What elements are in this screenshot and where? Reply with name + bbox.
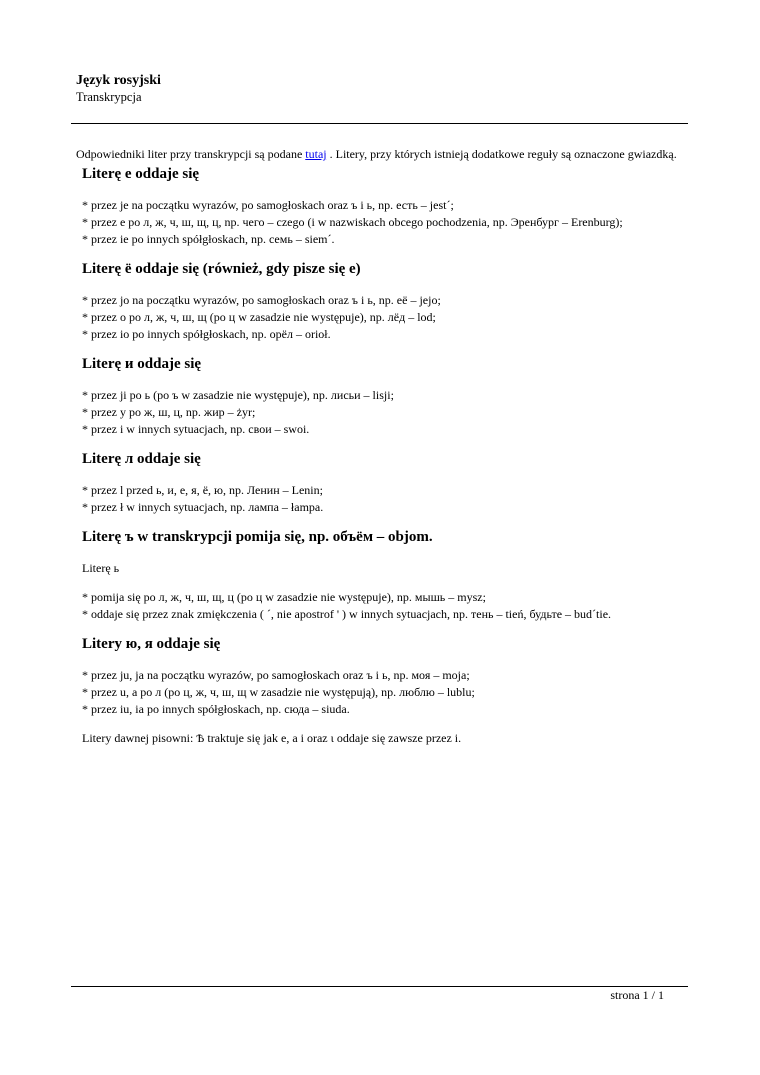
rule-list-i bbox=[82, 387, 688, 438]
document-body bbox=[76, 146, 688, 759]
document-subtitle: Transkrypcja bbox=[76, 90, 142, 104]
list-item: * przez je na początku wyrazów, po samogłoskach oraz ъ i ь, np. есть – jest´; bbox=[82, 198, 454, 212]
list-item: * przez ie po innych spółgłoskach, np. семь – siem´. bbox=[82, 232, 335, 246]
section-heading-yu-ya: Litery ю, я oddaje się bbox=[82, 636, 221, 652]
list-item: * przez ju, ja na początku wyrazów, po samogłoskach oraz ъ i ь, np. моя – moja; bbox=[82, 668, 470, 682]
list-item: * przez jo na początku wyrazów, po samogłoskach oraz ъ i ь, np. её – jejo; bbox=[82, 293, 441, 307]
soft-sign-label: Literę ь bbox=[82, 561, 120, 575]
document-header bbox=[76, 72, 161, 105]
section-heading-e: Literę e oddaje się bbox=[82, 166, 200, 182]
closing-paragraph: Litery dawnej pisowni: Ѣ traktuje się jak е, a і oraz ι oddaje się zawsze przez i. bbox=[82, 731, 462, 745]
document-title: Język rosyjski bbox=[76, 73, 161, 88]
list-item: * przez iu, ia po innych spółgłoskach, np. сюда – siuda. bbox=[82, 702, 350, 716]
rule-list-soft-sign bbox=[82, 589, 688, 623]
footer-divider bbox=[71, 986, 688, 987]
header-divider bbox=[71, 123, 688, 124]
list-item: * przez y po ж, ш, ц, np. жир – żyr; bbox=[82, 405, 256, 419]
list-item: * pomija się po л, ж, ч, ш, щ, ц (po ц w zasadzie nie występuje), np. мышь – mysz; bbox=[82, 590, 486, 604]
list-item: * przez io po innych spółgłoskach, np. орёл – orioł. bbox=[82, 327, 331, 341]
tutaj-link[interactable]: tutaj bbox=[305, 147, 327, 161]
rule-list-yu-ya bbox=[82, 667, 688, 718]
intro-paragraph bbox=[76, 146, 688, 163]
section-heading-i: Literę и oddaje się bbox=[82, 356, 202, 372]
list-item: * przez e po л, ж, ч, ш, щ, ц, np. чего – czego (i w nazwiskach obcego pochodzenia, np. Эренбург – Erenburg); bbox=[82, 215, 623, 229]
rule-list-l bbox=[82, 482, 688, 516]
section-heading-hard-sign: Literę ъ w transkrypcji pomija się, np. объём – objom. bbox=[82, 529, 433, 545]
list-item: * przez ji po ь (po ъ w zasadzie nie występuje), np. лисьи – lisji; bbox=[82, 388, 394, 402]
list-item: * przez l przed ь, и, е, я, ё, ю, np. Ленин – Lenin; bbox=[82, 483, 323, 497]
rule-list-yo bbox=[82, 292, 688, 343]
list-item: * przez i w innych sytuacjach, np. свои – swoi. bbox=[82, 422, 310, 436]
list-item: * przez ł w innych sytuacjach, np. лампа – łampa. bbox=[82, 500, 324, 514]
section-heading-yo: Literę ё oddaje się (również, gdy pisze się е) bbox=[82, 261, 361, 277]
page-number: strona 1 / 1 bbox=[610, 988, 664, 1002]
rule-list-e bbox=[82, 197, 688, 248]
list-item: * oddaje się przez znak zmiękczenia ( ´, nie apostrof ' ) w innych sytuacjach, np. тень – tień, будьте – bud´tie. bbox=[82, 607, 612, 621]
intro-text-after: . Litery, przy których istnieją dodatkowe reguły są oznaczone gwiazdką. bbox=[326, 147, 677, 161]
section-heading-l: Literę л oddaje się bbox=[82, 451, 201, 467]
list-item: * przez o po л, ж, ч, ш, щ (po ц w zasadzie nie występuje), np. лёд – lod; bbox=[82, 310, 436, 324]
list-item: * przez u, a po л (po ц, ж, ч, ш, щ w zasadzie nie występują), np. люблю – lublu; bbox=[82, 685, 475, 699]
intro-text-before: Odpowiedniki liter przy transkrypcji są podane bbox=[76, 147, 306, 161]
